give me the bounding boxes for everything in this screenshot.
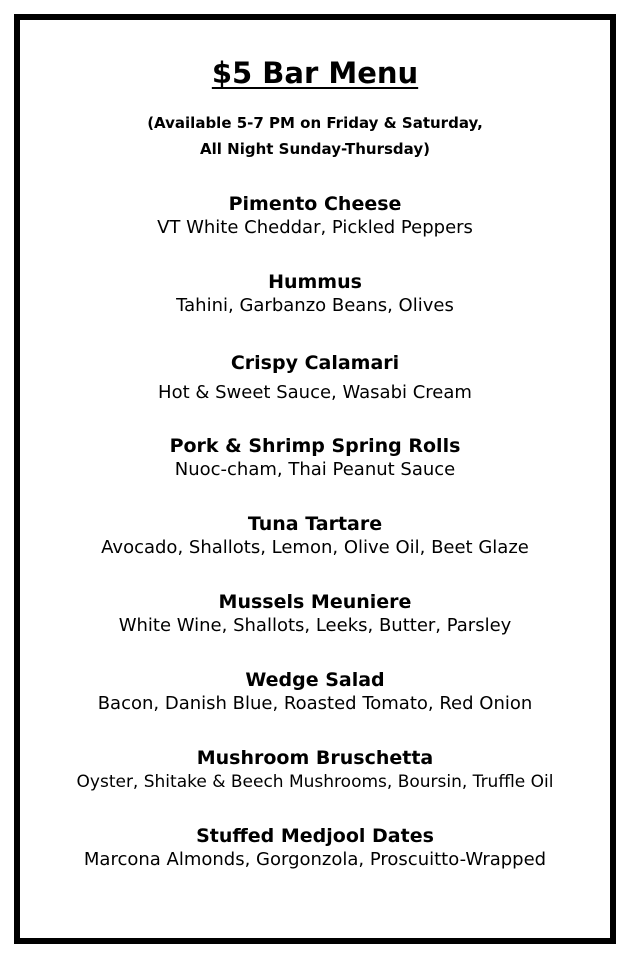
menu-item-wedge-salad (20, 668, 610, 716)
menu-item-tuna-tartare (20, 512, 610, 560)
menu-item-description: VT White Cheddar, Pickled Peppers (157, 217, 473, 238)
menu-item-description: Avocado, Shallots, Lemon, Olive Oil, Beet Glaze (101, 537, 529, 558)
menu-item-name: Mushroom Bruschetta (196, 747, 434, 769)
menu-item-name: Pork & Shrimp Spring Rolls (169, 435, 461, 457)
menu-item-description: Bacon, Danish Blue, Roasted Tomato, Red Onion (97, 693, 533, 714)
availability-line-1: (Available 5-7 PM on Friday & Saturday, (147, 114, 483, 132)
menu-item-spring-rolls (20, 434, 610, 482)
menu-item-description: Hot & Sweet Sauce, Wasabi Cream (158, 382, 472, 403)
menu-item-mussels-meuniere (20, 590, 610, 638)
menu-item-description: Marcona Almonds, Gorgonzola, Proscuitto-Wrapped (83, 849, 547, 870)
menu-item-name: Crispy Calamari (230, 352, 400, 374)
menu-item-pimento-cheese (20, 192, 610, 240)
menu-title: $5 Bar Menu (211, 56, 419, 90)
menu-item-name: Stuffed Medjool Dates (196, 825, 434, 847)
menu-item-hummus (20, 270, 610, 318)
availability-line-2: All Night Sunday-Thursday) (200, 140, 430, 158)
menu-item-description: Nuoc-cham, Thai Peanut Sauce (174, 459, 456, 480)
menu-item-name: Tuna Tartare (247, 513, 383, 535)
availability-note (20, 110, 610, 162)
menu-item-name: Mussels Meuniere (218, 591, 412, 613)
menu-item-name: Pimento Cheese (228, 193, 402, 215)
menu-item-name: Wedge Salad (245, 669, 385, 691)
menu-item-mushroom-bruschetta (20, 746, 610, 794)
menu-item-name: Hummus (268, 271, 362, 293)
menu-frame (14, 14, 616, 944)
menu-item-crispy-calamari (20, 351, 610, 405)
menu-item-description: Tahini, Garbanzo Beans, Olives (176, 295, 454, 316)
menu-item-medjool-dates (20, 824, 610, 872)
menu-item-description: White Wine, Shallots, Leeks, Butter, Parsley (118, 615, 512, 636)
menu-item-description: Oyster, Shitake & Beech Mushrooms, Boursin, Truffle Oil (76, 772, 554, 792)
